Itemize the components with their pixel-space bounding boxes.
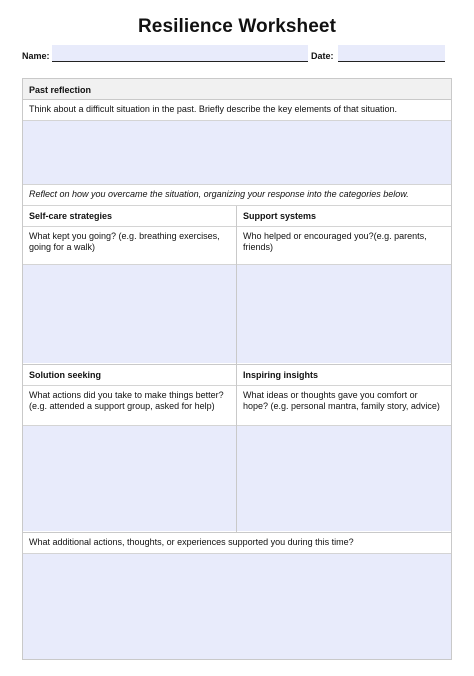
solution-seeking-answer[interactable]	[23, 426, 236, 531]
inspiring-insights-section	[237, 365, 451, 532]
worksheet-title: Resilience Worksheet	[137, 16, 337, 37]
support-systems-answer[interactable]	[237, 265, 451, 363]
inspiring-insights-heading: Inspiring insights	[237, 365, 451, 386]
support-systems-prompt: Who helped or encouraged you?(e.g. parents, friends)	[237, 227, 451, 265]
category-row-2	[23, 365, 451, 533]
past-reflection-heading	[23, 79, 451, 100]
past-reflection-heading-text: Past reflection	[29, 85, 92, 95]
name-date-row	[22, 45, 446, 63]
past-reflection-prompt	[23, 100, 451, 121]
past-reflection-prompt-text: Think about a difficult situation in the past. Briefly describe the key elements of that situation.	[29, 104, 398, 114]
self-care-strategies-prompt: What kept you going? (e.g. breathing exercises, going for a walk)	[23, 227, 236, 265]
additional-prompt-text: What additional actions, thoughts, or experiences supported you during this time?	[29, 537, 354, 547]
additional-prompt	[23, 533, 451, 554]
date-field[interactable]	[338, 45, 445, 62]
solution-seeking-heading: Solution seeking	[23, 365, 236, 386]
self-care-strategies-answer[interactable]	[23, 265, 236, 363]
solution-seeking-section	[23, 365, 237, 532]
inspiring-insights-prompt: What ideas or thoughts gave you comfort or hope? (e.g. personal mantra, family story, advice)	[237, 386, 451, 426]
support-systems-heading: Support systems	[237, 206, 451, 227]
reflection-instruction	[23, 185, 451, 206]
worksheet-table	[22, 78, 452, 660]
support-systems-section	[237, 206, 451, 364]
additional-answer[interactable]	[23, 554, 451, 659]
past-reflection-answer[interactable]	[23, 121, 451, 185]
inspiring-insights-answer[interactable]	[237, 426, 451, 531]
reflection-instruction-text: Reflect on how you overcame the situation, organizing your response into the categories below.	[29, 189, 409, 199]
self-care-strategies-section	[23, 206, 237, 364]
name-field[interactable]	[52, 45, 308, 62]
solution-seeking-prompt: What actions did you take to make things better? (e.g. attended a support group, asked for help)	[23, 386, 236, 426]
self-care-strategies-heading: Self-care strategies	[23, 206, 236, 227]
name-label: Name:	[22, 51, 50, 61]
date-label: Date:	[311, 51, 334, 61]
category-row-1	[23, 206, 451, 365]
